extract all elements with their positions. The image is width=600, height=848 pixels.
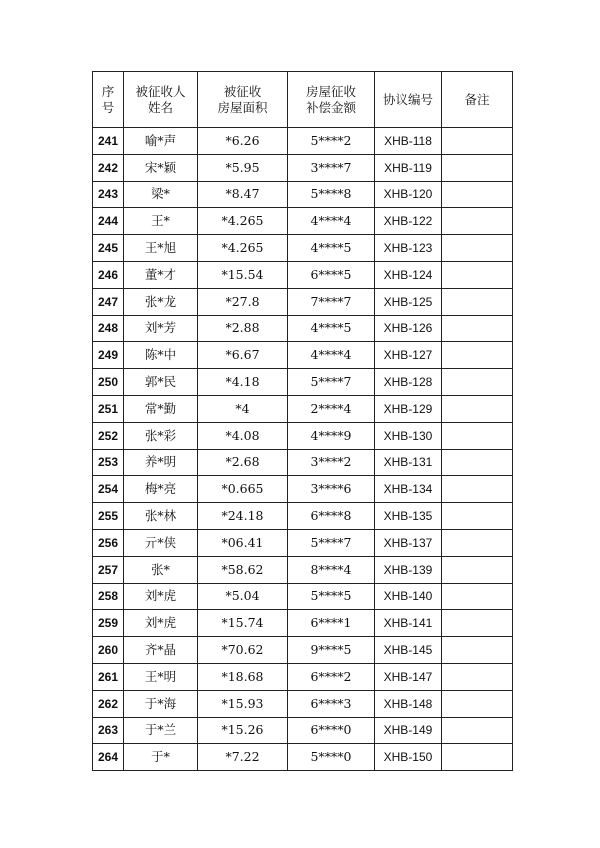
serial-number-cell: 263	[93, 717, 124, 744]
area-cell: *7.22	[198, 744, 288, 771]
agreement-number-cell: XHB-125	[375, 288, 442, 315]
amount-cell: 5****2	[288, 128, 375, 155]
serial-number-cell: 251	[93, 395, 124, 422]
area-cell: *15.93	[198, 690, 288, 717]
area-cell: *4	[198, 395, 288, 422]
remarks-cell	[442, 637, 513, 664]
table-row	[93, 208, 513, 235]
name-cell: 王*	[124, 208, 198, 235]
header-house-area: 被征收 房屋面积	[198, 72, 288, 128]
serial-number-cell: 257	[93, 556, 124, 583]
name-cell: 张*龙	[124, 288, 198, 315]
name-cell: 董*才	[124, 261, 198, 288]
amount-cell: 3****7	[288, 154, 375, 181]
agreement-number-cell: XHB-147	[375, 663, 442, 690]
area-cell: *70.62	[198, 637, 288, 664]
table-row	[93, 154, 513, 181]
remarks-cell	[442, 369, 513, 396]
remarks-cell	[442, 449, 513, 476]
agreement-number-cell: XHB-148	[375, 690, 442, 717]
serial-number-cell: 241	[93, 128, 124, 155]
amount-cell: 4****4	[288, 208, 375, 235]
amount-cell: 7****7	[288, 288, 375, 315]
serial-number-cell: 246	[93, 261, 124, 288]
name-cell: 张*林	[124, 503, 198, 530]
amount-cell: 4****4	[288, 342, 375, 369]
agreement-number-cell: XHB-119	[375, 154, 442, 181]
amount-cell: 8****4	[288, 556, 375, 583]
name-cell: 养*明	[124, 449, 198, 476]
area-cell: *5.95	[198, 154, 288, 181]
area-cell: *15.74	[198, 610, 288, 637]
remarks-cell	[442, 422, 513, 449]
header-remarks: 备注	[442, 72, 513, 128]
remarks-cell	[442, 744, 513, 771]
agreement-number-cell: XHB-128	[375, 369, 442, 396]
agreement-number-cell: XHB-135	[375, 503, 442, 530]
table-row	[93, 583, 513, 610]
area-cell: *5.04	[198, 583, 288, 610]
table-row	[93, 449, 513, 476]
serial-number-cell: 243	[93, 181, 124, 208]
name-cell: 王*旭	[124, 235, 198, 262]
area-cell: *2.88	[198, 315, 288, 342]
amount-cell: 5****5	[288, 583, 375, 610]
table-row	[93, 181, 513, 208]
serial-number-cell: 261	[93, 663, 124, 690]
table-row	[93, 610, 513, 637]
serial-number-cell: 264	[93, 744, 124, 771]
agreement-number-cell: XHB-137	[375, 529, 442, 556]
serial-number-cell: 253	[93, 449, 124, 476]
remarks-cell	[442, 342, 513, 369]
serial-number-cell: 259	[93, 610, 124, 637]
table-row	[93, 690, 513, 717]
serial-number-cell: 249	[93, 342, 124, 369]
remarks-cell	[442, 235, 513, 262]
serial-number-cell: 248	[93, 315, 124, 342]
amount-cell: 4****5	[288, 235, 375, 262]
table-header-row	[93, 72, 513, 128]
amount-cell: 6****5	[288, 261, 375, 288]
amount-cell: 2****4	[288, 395, 375, 422]
name-cell: 刘*芳	[124, 315, 198, 342]
remarks-cell	[442, 476, 513, 503]
area-cell: *15.26	[198, 717, 288, 744]
table-row	[93, 315, 513, 342]
area-cell: *4.265	[198, 235, 288, 262]
agreement-number-cell: XHB-129	[375, 395, 442, 422]
agreement-number-cell: XHB-131	[375, 449, 442, 476]
amount-cell: 6****3	[288, 690, 375, 717]
name-cell: 齐*晶	[124, 637, 198, 664]
agreement-number-cell: XHB-149	[375, 717, 442, 744]
remarks-cell	[442, 663, 513, 690]
serial-number-cell: 262	[93, 690, 124, 717]
area-cell: *8.47	[198, 181, 288, 208]
table-row	[93, 288, 513, 315]
table-row	[93, 369, 513, 396]
name-cell: 于*海	[124, 690, 198, 717]
serial-number-cell: 256	[93, 529, 124, 556]
name-cell: 亓*侠	[124, 529, 198, 556]
table-row	[93, 395, 513, 422]
remarks-cell	[442, 261, 513, 288]
name-cell: 喻*声	[124, 128, 198, 155]
table-row	[93, 637, 513, 664]
agreement-number-cell: XHB-134	[375, 476, 442, 503]
amount-cell: 6****1	[288, 610, 375, 637]
amount-cell: 6****0	[288, 717, 375, 744]
name-cell: 于*	[124, 744, 198, 771]
amount-cell: 4****9	[288, 422, 375, 449]
serial-number-cell: 247	[93, 288, 124, 315]
table-row	[93, 235, 513, 262]
table-row	[93, 529, 513, 556]
area-cell: *27.8	[198, 288, 288, 315]
area-cell: *58.62	[198, 556, 288, 583]
serial-number-cell: 244	[93, 208, 124, 235]
name-cell: 郭*民	[124, 369, 198, 396]
area-cell: *4.265	[198, 208, 288, 235]
serial-number-cell: 250	[93, 369, 124, 396]
remarks-cell	[442, 529, 513, 556]
agreement-number-cell: XHB-150	[375, 744, 442, 771]
serial-number-cell: 254	[93, 476, 124, 503]
remarks-cell	[442, 395, 513, 422]
agreement-number-cell: XHB-120	[375, 181, 442, 208]
area-cell: *6.67	[198, 342, 288, 369]
amount-cell: 6****2	[288, 663, 375, 690]
area-cell: *2.68	[198, 449, 288, 476]
header-compensation-amount: 房屋征收 补偿金额	[288, 72, 375, 128]
amount-cell: 3****2	[288, 449, 375, 476]
table-row	[93, 342, 513, 369]
table-row	[93, 503, 513, 530]
name-cell: 常*勤	[124, 395, 198, 422]
serial-number-cell: 245	[93, 235, 124, 262]
agreement-number-cell: XHB-122	[375, 208, 442, 235]
name-cell: 于*兰	[124, 717, 198, 744]
table-row	[93, 128, 513, 155]
agreement-number-cell: XHB-126	[375, 315, 442, 342]
name-cell: 张*	[124, 556, 198, 583]
amount-cell: 4****5	[288, 315, 375, 342]
name-cell: 刘*虎	[124, 583, 198, 610]
agreement-number-cell: XHB-118	[375, 128, 442, 155]
table-row	[93, 476, 513, 503]
header-serial-number: 序 号	[93, 72, 124, 128]
name-cell: 张*彩	[124, 422, 198, 449]
amount-cell: 3****6	[288, 476, 375, 503]
table-row	[93, 717, 513, 744]
name-cell: 刘*虎	[124, 610, 198, 637]
remarks-cell	[442, 208, 513, 235]
table-body	[93, 128, 513, 771]
name-cell: 陈*中	[124, 342, 198, 369]
remarks-cell	[442, 181, 513, 208]
remarks-cell	[442, 503, 513, 530]
area-cell: *6.26	[198, 128, 288, 155]
amount-cell: 5****7	[288, 529, 375, 556]
area-cell: *15.54	[198, 261, 288, 288]
agreement-number-cell: XHB-140	[375, 583, 442, 610]
remarks-cell	[442, 583, 513, 610]
remarks-cell	[442, 128, 513, 155]
remarks-cell	[442, 288, 513, 315]
agreement-number-cell: XHB-124	[375, 261, 442, 288]
name-cell: 王*明	[124, 663, 198, 690]
agreement-number-cell: XHB-139	[375, 556, 442, 583]
area-cell: *18.68	[198, 663, 288, 690]
agreement-number-cell: XHB-145	[375, 637, 442, 664]
remarks-cell	[442, 610, 513, 637]
compensation-table	[92, 71, 513, 771]
amount-cell: 9****5	[288, 637, 375, 664]
remarks-cell	[442, 154, 513, 181]
agreement-number-cell: XHB-127	[375, 342, 442, 369]
amount-cell: 6****8	[288, 503, 375, 530]
table-row	[93, 663, 513, 690]
table-row	[93, 261, 513, 288]
area-cell: *24.18	[198, 503, 288, 530]
serial-number-cell: 260	[93, 637, 124, 664]
serial-number-cell: 242	[93, 154, 124, 181]
agreement-number-cell: XHB-130	[375, 422, 442, 449]
amount-cell: 5****8	[288, 181, 375, 208]
serial-number-cell: 258	[93, 583, 124, 610]
agreement-number-cell: XHB-123	[375, 235, 442, 262]
amount-cell: 5****0	[288, 744, 375, 771]
remarks-cell	[442, 717, 513, 744]
name-cell: 宋*颖	[124, 154, 198, 181]
serial-number-cell: 252	[93, 422, 124, 449]
serial-number-cell: 255	[93, 503, 124, 530]
table-row	[93, 422, 513, 449]
agreement-number-cell: XHB-141	[375, 610, 442, 637]
header-agreement-number: 协议编号	[375, 72, 442, 128]
remarks-cell	[442, 556, 513, 583]
area-cell: *4.18	[198, 369, 288, 396]
area-cell: *06.41	[198, 529, 288, 556]
table-row	[93, 744, 513, 771]
table-row	[93, 556, 513, 583]
area-cell: *4.08	[198, 422, 288, 449]
remarks-cell	[442, 690, 513, 717]
name-cell: 梁*	[124, 181, 198, 208]
header-expropriated-person-name: 被征收人 姓名	[124, 72, 198, 128]
amount-cell: 5****7	[288, 369, 375, 396]
area-cell: *0.665	[198, 476, 288, 503]
name-cell: 梅*亮	[124, 476, 198, 503]
remarks-cell	[442, 315, 513, 342]
